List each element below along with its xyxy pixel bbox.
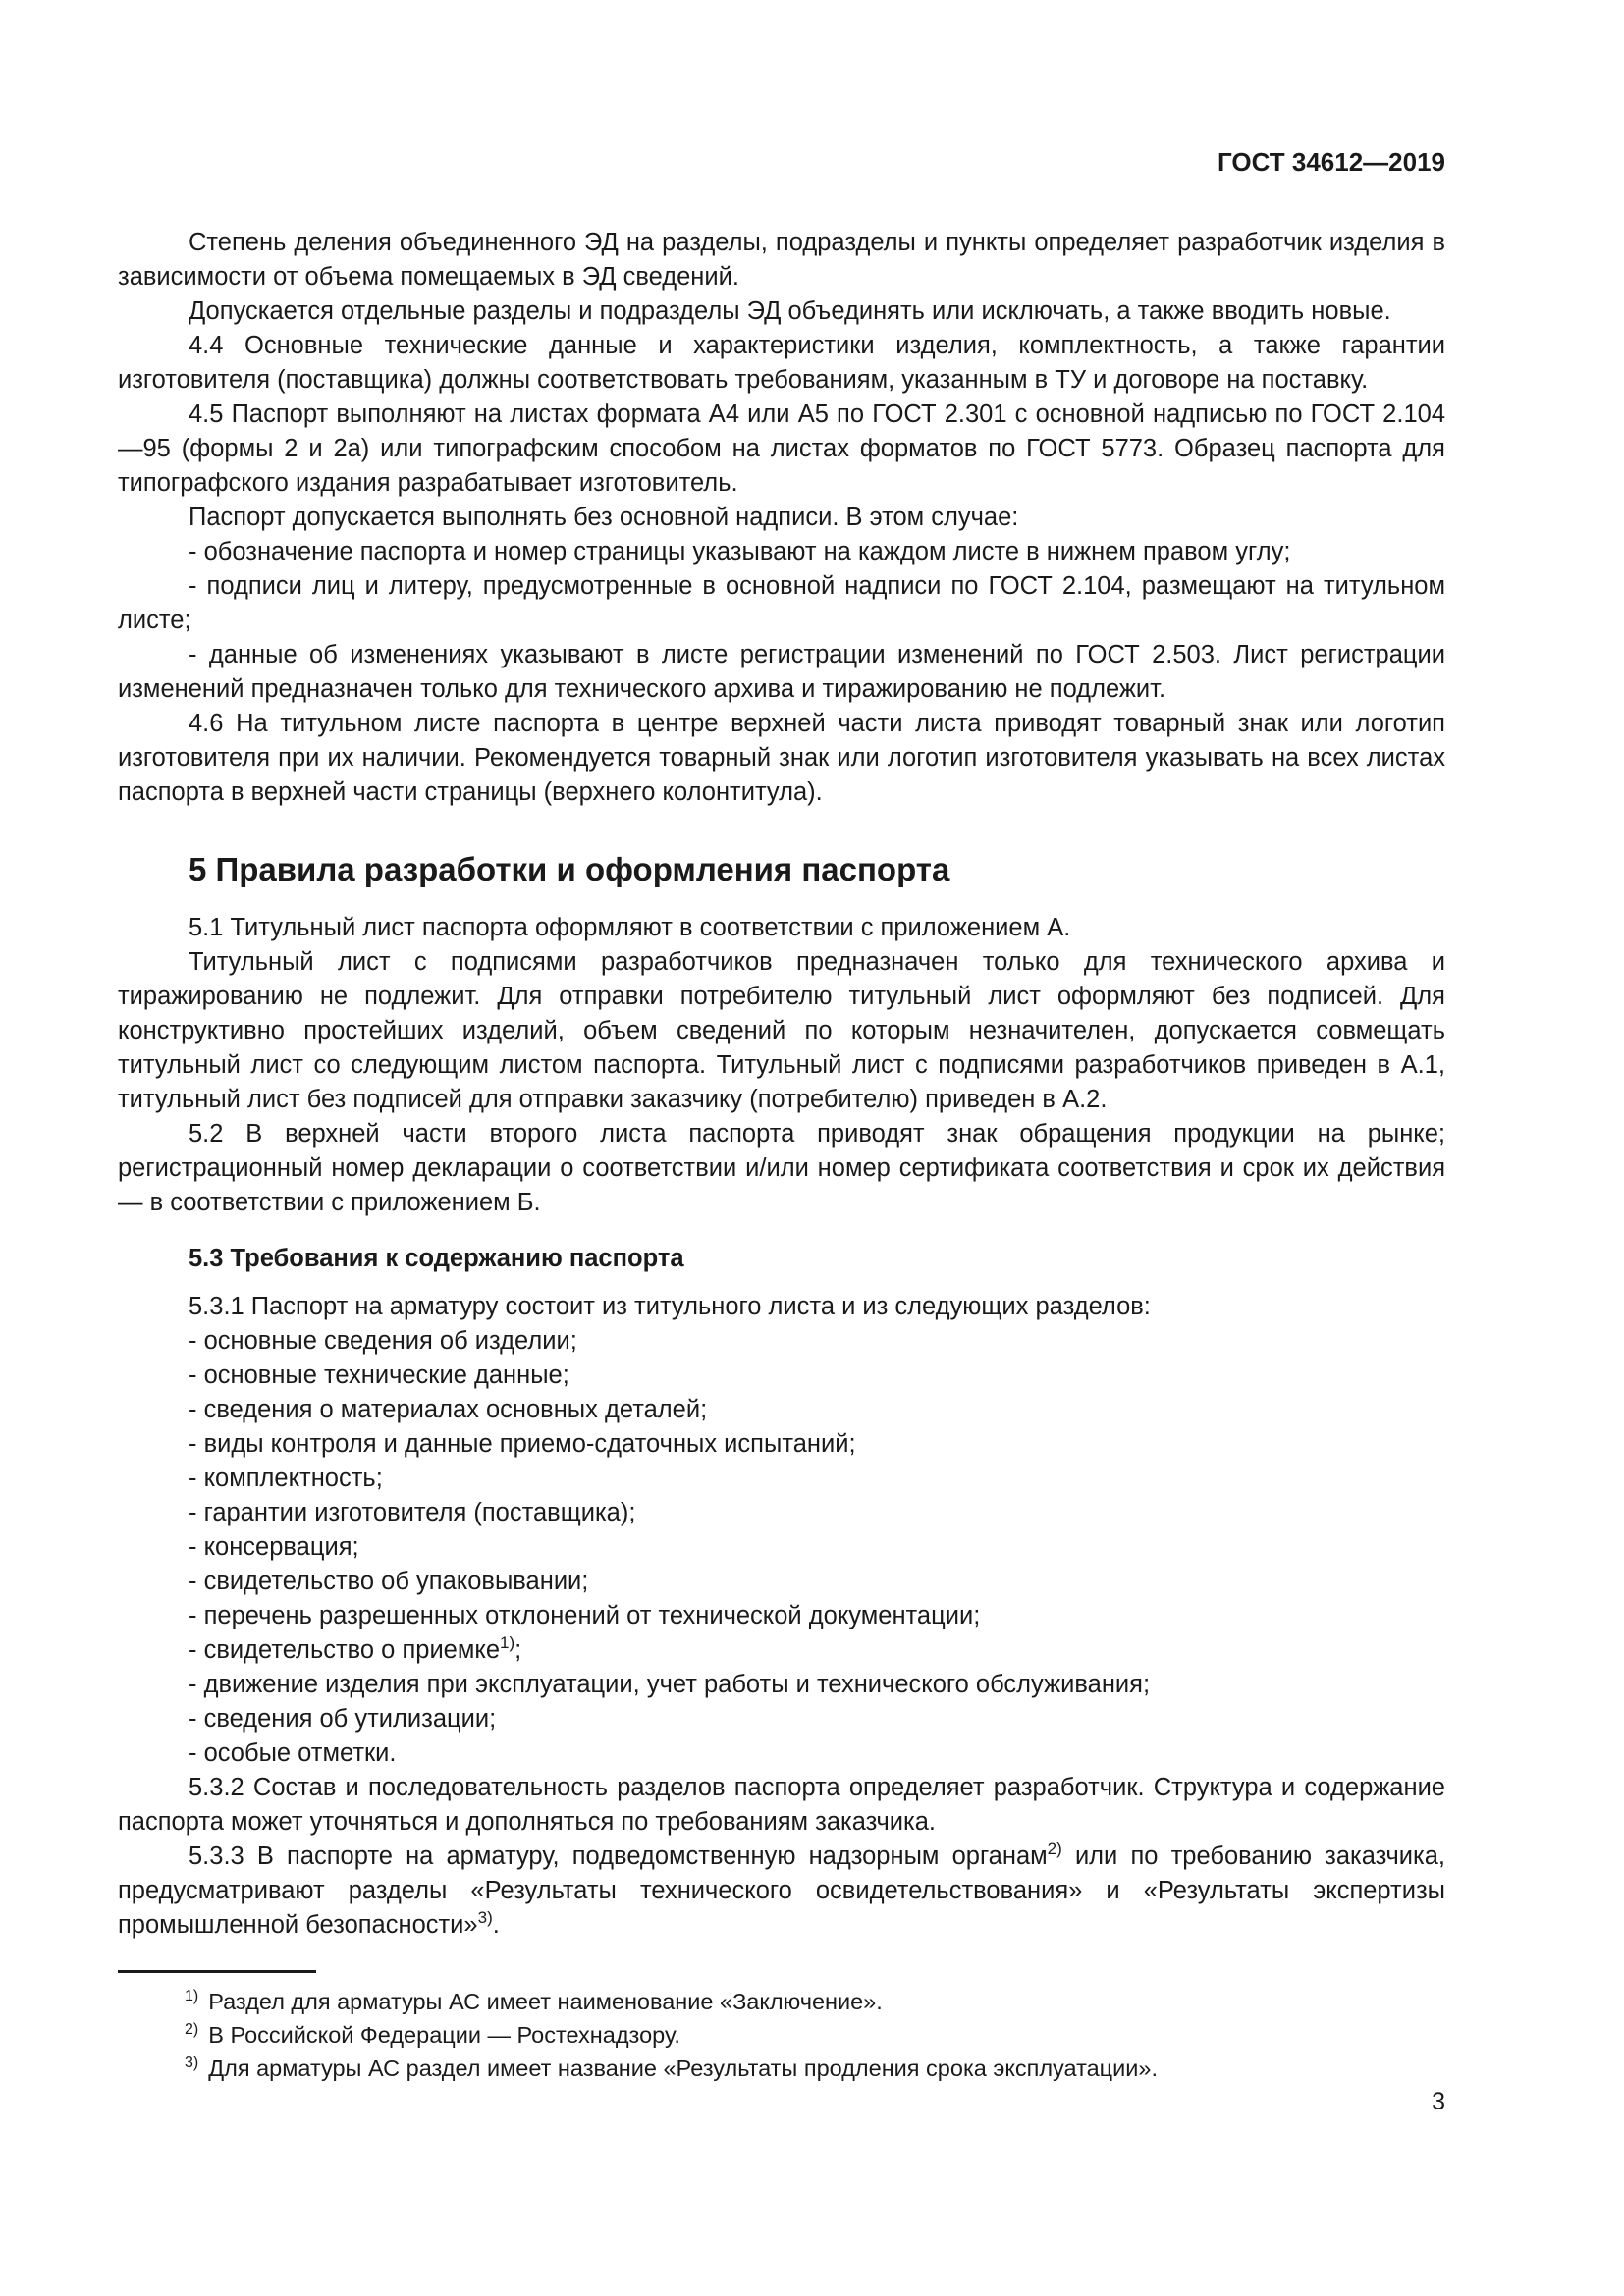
list-item-tail: ; [514, 1636, 522, 1664]
paragraph-with-footnotes [118, 1840, 1445, 1943]
page-number: 3 [1432, 2088, 1445, 2115]
page-content [118, 226, 1445, 1943]
footnotes [185, 1985, 1158, 2085]
list-item: - основные сведения об изделии; [189, 1327, 577, 1355]
footnote-text: В Российской Федерации — Ростехнадзору. [208, 2022, 680, 2048]
paragraph: 5.1 Титульный лист паспорта оформляют в соответствии с приложением А. [189, 914, 1071, 941]
list-item-with-footnote [189, 1633, 1445, 1668]
footnote-mark: 3) [185, 2055, 199, 2071]
footnote-ref[interactable]: 3) [477, 1908, 493, 1927]
paragraph: 4.4 Основные технические данные и характеристики изделия, комплектность, а также гарантии изготовителя (поставщика) должны соответствовать требованиям, указанным в ТУ и договоре на поставку. [118, 332, 1445, 394]
subsection-heading: 5.3 Требования к содержанию паспорта [189, 1245, 684, 1272]
section-heading: 5 Правила разработки и оформления паспорта [189, 851, 950, 887]
list-item: - движение изделия при эксплуатации, учет работы и технического обслуживания; [189, 1671, 1151, 1698]
list-item: - основные технические данные; [189, 1362, 569, 1389]
list-item: - консервация; [189, 1533, 359, 1561]
paragraph: 4.6 На титульном листе паспорта в центре верхней части листа приводят товарный знак или логотип изготовителя при их наличии. Рекомендуется товарный знак или логотип изготовителя указывать на всех листах паспорта в верхней части страницы (верхнего колонтитула). [118, 710, 1445, 806]
footnote [185, 2052, 1158, 2085]
footnote [185, 1985, 1158, 2018]
paragraph: 5.3.2 Состав и последовательность разделов паспорта определяет разработчик. Структура и содержание паспорта может уточняться и дополняться по требованиям заказчика. [118, 1774, 1445, 1836]
paragraph: 5.2 В верхней части второго листа паспорта приводят знак обращения продукции на рынке; регистрационный номер декларации о соответствии и/или номер сертификата соответствия и срок их действия — в соответствии с приложением Б. [118, 1120, 1445, 1216]
list-item-text: - свидетельство о приемке [189, 1636, 501, 1664]
list-item: - перечень разрешенных отклонений от технической документации; [189, 1602, 981, 1629]
footnote-text: Для арматуры АС раздел имеет название «Результаты продления срока эксплуатации». [208, 2056, 1158, 2081]
list-item: - виды контроля и данные приемо-сдаточных испытаний; [189, 1430, 856, 1458]
footnote [185, 2018, 1158, 2052]
footnote-ref[interactable]: 1) [500, 1633, 515, 1652]
footnote-divider [118, 1970, 316, 1973]
paragraph: Паспорт допускается выполнять без основной надписи. В этом случае: [189, 504, 1019, 531]
footnote-ref[interactable]: 2) [1047, 1840, 1062, 1858]
list-item: - особые отметки. [189, 1739, 397, 1767]
paragraph: Степень деления объединенного ЭД на разделы, подразделы и пункты определяет разработчик изделия в зависимости от объема помещаемых в ЭД сведений. [118, 229, 1445, 291]
paragraph: 4.5 Паспорт выполняют на листах формата А4 или А5 по ГОСТ 2.301 с основной надписью по ГОСТ 2.104—95 (формы 2 и 2а) или типографским способом на листах форматов по ГОСТ 5773. Образец паспорта для типографского издания разрабатывает изготовитель. [118, 400, 1445, 497]
paragraph: Допускается отдельные разделы и подразделы ЭД объединять или исключать, а также вводить новые. [189, 297, 1391, 325]
paragraph-text: 5.3.3 В паспорте на арматуру, подведомственную надзорным органам [189, 1842, 1048, 1870]
document-code: ГОСТ 34612—2019 [1218, 147, 1445, 177]
paragraph-text: или по требованию заказчика, предусматривают разделы «Результаты технического освидетельствования» и «Результаты экспертизы промышленной безопасности» [118, 1842, 1446, 1939]
paragraph: - данные об изменениях указывают в листе регистрации изменений по ГОСТ 2.503. Лист регистрации изменений предназначен только для технического архива и тиражированию не подлежит. [118, 641, 1445, 703]
list-item: - свидетельство об упаковывании; [189, 1568, 589, 1595]
footnote-mark: 1) [185, 1988, 199, 2004]
paragraph-end: . [492, 1911, 500, 1939]
list-item: - комплектность; [189, 1465, 383, 1492]
paragraph: Титульный лист с подписями разработчиков предназначен только для технического архива и тиражированию не подлежит. Для отправки потребителю титульный лист оформляют без подписей. Для конструктивно простейших изделий, объем сведений по которым незначителен, допускается совмещать титульный лист со следующим листом паспорта. Титульный лист с подписями разработчиков приведен в А.1, титульный лист без подписей для отправки заказчику (потребителю) приведен в А.2. [118, 948, 1445, 1113]
list-intro: 5.3.1 Паспорт на арматуру состоит из титульного листа и из следующих разделов: [189, 1293, 1151, 1320]
paragraph: - обозначение паспорта и номер страницы указывают на каждом листе в нижнем правом углу; [189, 538, 1291, 565]
section-list [118, 1324, 1445, 1771]
footnote-mark: 2) [185, 2021, 199, 2038]
footnote-text: Раздел для арматуры АС имеет наименование «Заключение». [208, 1989, 883, 2014]
list-item: - сведения об утилизации; [189, 1705, 497, 1733]
paragraph: - подписи лиц и литеру, предусмотренные в основной надписи по ГОСТ 2.104, размещают на титульном листе; [118, 572, 1445, 634]
list-item: - гарантии изготовителя (поставщика); [189, 1499, 636, 1526]
list-item: - сведения о материалах основных деталей; [189, 1396, 708, 1423]
